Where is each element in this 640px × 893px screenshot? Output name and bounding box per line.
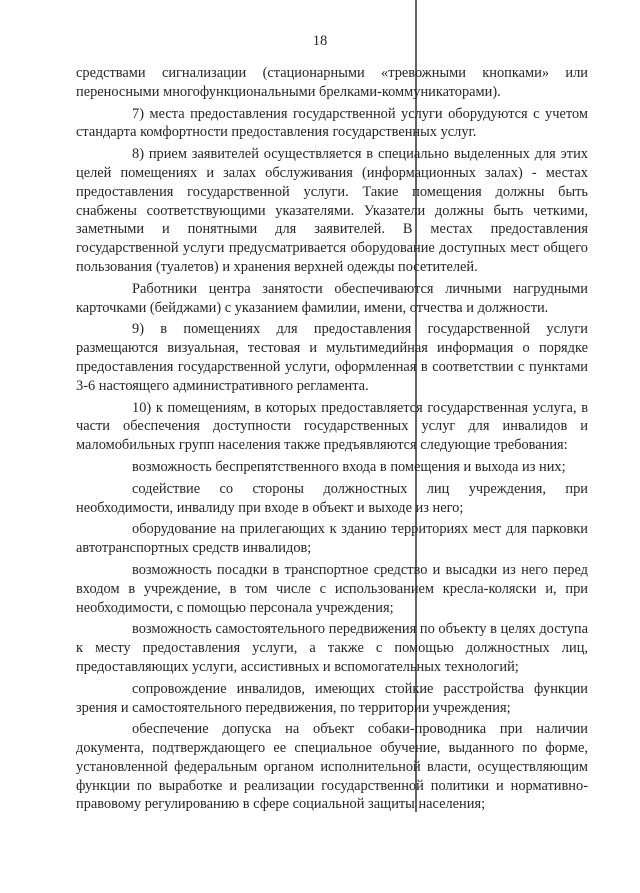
requirement-movement: возможность самостоятельного передвижения по объекту в целях доступа к месту предоставления услуги, а также с помощью должностных лиц, предоставляющих услуги, ассистивных и вспомогательных технологий; <box>76 621 588 675</box>
requirement-escort: сопровождение инвалидов, имеющих стойкие расстройства функции зрения и самостоятельного передвижения, по территории учреждения; <box>76 680 588 716</box>
paragraph-continuation: средствами сигнализации (стационарными «тревожными кнопками» или переносными многофункциональными брелками-коммуникаторами). <box>76 65 588 100</box>
paragraph-item-8: 8) прием заявителей осуществляется в специально выделенных для этих целей помещениях и залах обслуживания (информационных залах) - местах предоставления государственной услуги. Такие помещения должны быть снабжены соответствующими указателями. Указатели должны быть четкими, заметными и понятными для заявителей. В местах предоставления государственной услуги предусматривается оборудование доступных мест общего пользования (туалетов) и хранения верхней одежды посетителей. <box>76 146 588 275</box>
requirement-guide-dog: обеспечение допуска на объект собаки-проводника при наличии документа, подтверждающего ее специальное обучение, выданного по форме, установленной федеральным органом исполнительной власти, осуществляющим функции по выработке и реализации государственной политики и нормативно-правовому регулированию в сфере социальной защиты населения; <box>76 721 588 813</box>
requirement-assistance: содействие со стороны должностных лиц учреждения, при необходимости, инвалиду при входе в объект и выходе из него; <box>76 480 588 516</box>
requirement-transport: возможность посадки в транспортное средство и высадки из него перед входом в учреждение, в том числе с использованием кресла-коляски и, при необходимости, с помощью персонала учреждения; <box>76 561 588 616</box>
paragraph-item-10: 10) к помещениям, в которых предоставляется государственная услуга, в части обеспечения доступности государственных услуг для инвалидов и маломобильных групп населения также предъявляются следующие требования: <box>76 399 588 454</box>
requirement-parking: оборудование на прилегающих к зданию территориях мест для парковки автотранспортных средств инвалидов; <box>76 521 588 557</box>
requirement-entry: возможность беспрепятственного входа в помещения и выхода из них; <box>132 458 566 475</box>
paragraph-item-9: 9) в помещениях для предоставления государственной услуги размещаются визуальная, тестовая и мультимедийная информация о порядке предоставления государственной услуги, оформленная в соответствии с пунктами 3-6 настоящего административного регламента. <box>76 321 588 394</box>
paragraph-item-7: 7) места предоставления государственной услуги оборудуются с учетом стандарта комфортности предоставления государственных услуг. <box>76 105 588 141</box>
document-body <box>76 64 588 817</box>
page-number: 18 <box>312 33 328 49</box>
paragraph-badges: Работники центра занятости обеспечиваются личными нагрудными карточками (бейджами) с указанием фамилии, имени, отчества и должности. <box>76 280 588 316</box>
